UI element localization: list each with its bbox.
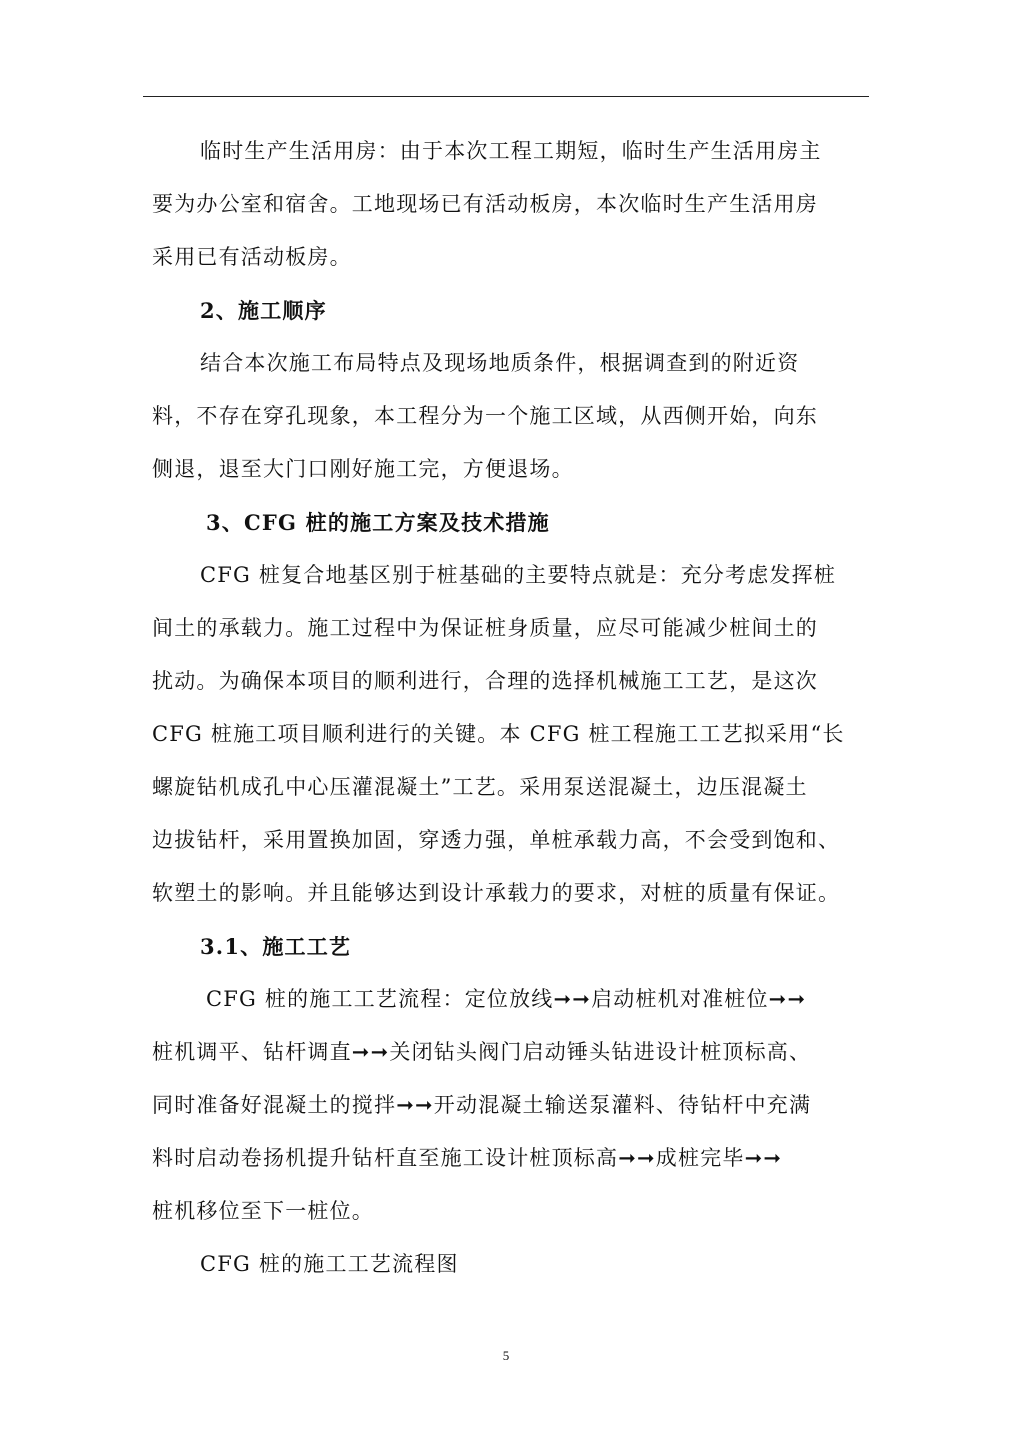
paragraph-line: 螺旋钻机成孔中心压灌混凝土”工艺。采用泵送混凝土，边压混凝土 — [152, 775, 808, 799]
paragraph-line: 边拔钻杆，采用置换加固，穿透力强，单桩承载力高，不会受到饱和、 — [152, 828, 841, 852]
paragraph-line: 软塑土的影响。并且能够达到设计承载力的要求，对桩的质量有保证。 — [152, 881, 841, 905]
section-heading: 3.1、施工工艺 — [200, 934, 352, 959]
paragraph-line: 间土的承载力。施工过程中为保证桩身质量，应尽可能减少桩间土的 — [152, 616, 818, 640]
paragraph-line: 侧退，退至大门口刚好施工完，方便退场。 — [152, 457, 574, 481]
paragraph-line: 临时生产生活用房：由于本次工程工期短，临时生产生活用房主 — [200, 139, 822, 163]
header-rule — [143, 96, 869, 97]
paragraph-line: 采用已有活动板房。 — [152, 245, 352, 269]
paragraph-line: 同时准备好混凝土的搅拌➞➞开动混凝土输送泵灌料、待钻杆中充满 — [152, 1093, 812, 1117]
paragraph-line: CFG 桩施工项目顺利进行的关键。本 CFG 桩工程施工工艺拟采用“长 — [152, 722, 845, 746]
paragraph-line: 料时启动卷扬机提升钻杆直至施工设计桩顶标高➞➞成桩完毕➞➞ — [152, 1146, 783, 1170]
section-heading: 2、施工顺序 — [200, 298, 327, 323]
page-body — [152, 125, 860, 1291]
paragraph-line: 桩机调平、钻杆调直➞➞关闭钻头阀门启动锤头钻进设计桩顶标高、 — [152, 1040, 812, 1064]
paragraph-line: 料，不存在穿孔现象，本工程分为一个施工区域，从西侧开始，向东 — [152, 404, 818, 428]
paragraph-line: CFG 桩复合地基区别于桩基础的主要特点就是：充分考虑发挥桩 — [200, 563, 837, 587]
page-number: 5 — [502, 1348, 510, 1363]
section-heading: 3、CFG 桩的施工方案及技术措施 — [206, 510, 550, 535]
figure-caption: CFG 桩的施工工艺流程图 — [200, 1252, 459, 1276]
paragraph-line: 扰动。为确保本项目的顺利进行，合理的选择机械施工工艺，是这次 — [152, 669, 818, 693]
paragraph-line: 桩机移位至下一桩位。 — [152, 1199, 374, 1223]
paragraph-line: 要为办公室和宿舍。工地现场已有活动板房，本次临时生产生活用房 — [152, 192, 818, 216]
paragraph-line: 结合本次施工布局特点及现场地质条件，根据调查到的附近资 — [200, 351, 800, 375]
paragraph-line: CFG 桩的施工工艺流程：定位放线➞➞启动桩机对准桩位➞➞ — [206, 987, 807, 1011]
